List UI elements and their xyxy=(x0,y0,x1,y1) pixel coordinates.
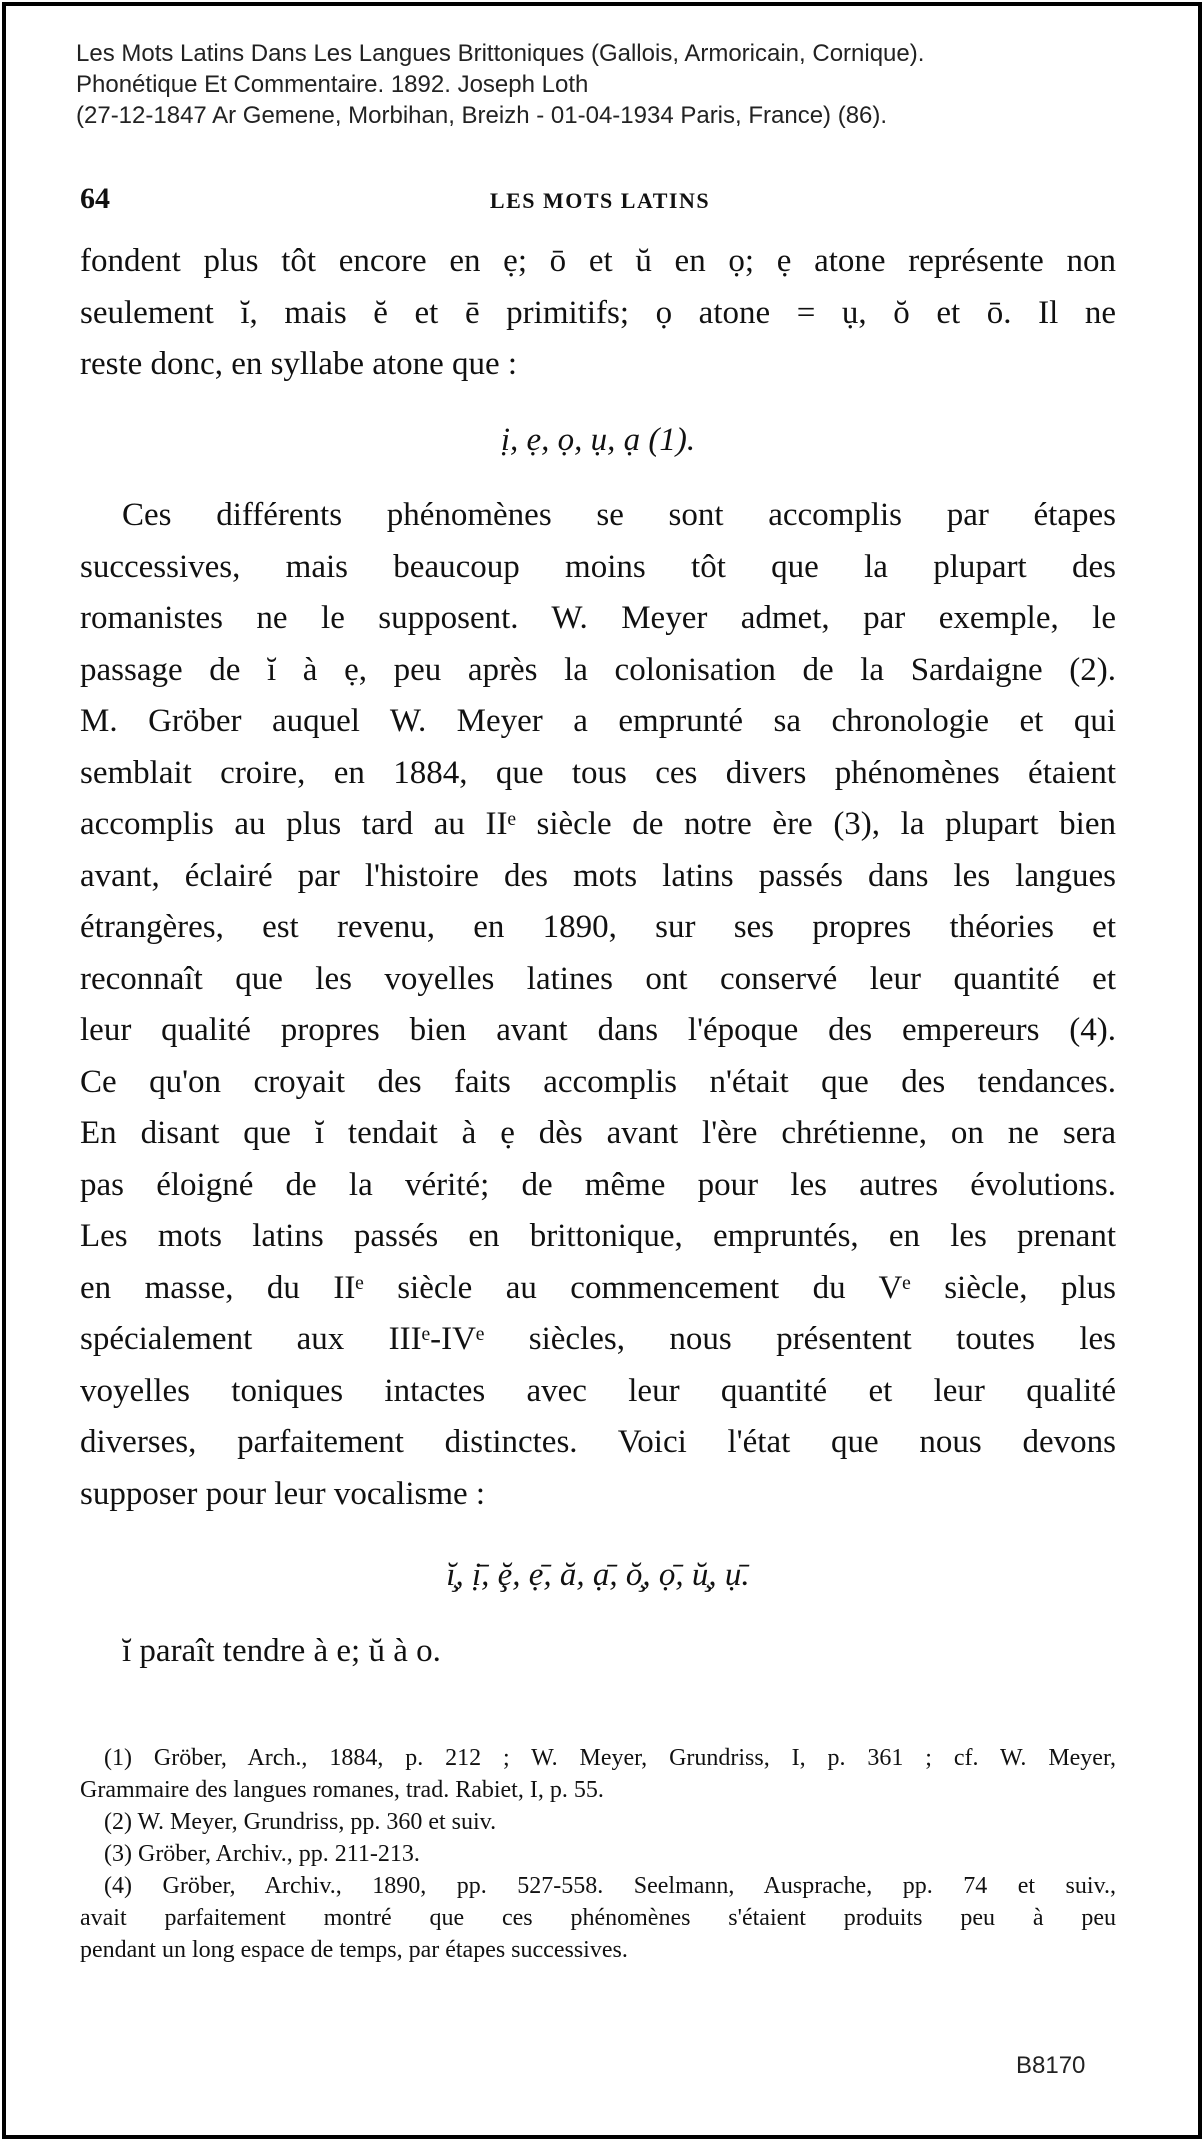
running-head xyxy=(80,182,1120,222)
text-line: leur qualité propres bien avant dans l'époque des empereurs (4). xyxy=(80,1012,1116,1048)
main-text xyxy=(80,236,1116,1677)
header-line-3: (27-12-1847 Ar Gemene, Morbihan, Breizh - 01-04-1934 Paris, France) (86). xyxy=(76,102,888,129)
footnote-line: pendant un long espace de temps, par étapes successives. xyxy=(80,1937,628,1963)
text-line: successives, mais beaucoup moins tôt que la plupart des xyxy=(80,548,1116,585)
text-line: accomplis au plus tard au IIᵉ siècle de notre ère (3), la plupart bien xyxy=(80,806,1116,842)
text-line: étrangères, est revenu, en 1890, sur ses propres théories et xyxy=(80,909,1116,945)
footnotes xyxy=(80,1742,1116,1966)
vowel-formula-tonic: ĭ̧, ị̄, ḝ, ẹ̄, ă, ạ̄, ŏ̧, ọ̄, ŭ̧, ụ̄. xyxy=(446,1557,750,1593)
text-line: Ces différents phénomènes se sont accomplis par étapes xyxy=(122,497,1116,533)
text-line: en masse, du IIᵉ siècle au commencement du Vᵉ siècle, plus xyxy=(80,1269,1116,1306)
footnote-line: (3) Gröber, Archiv., pp. 211-213. xyxy=(104,1841,420,1867)
text-line: fondent plus tôt encore en ẹ; ō et ŭ en ọ; ẹ atone représente non xyxy=(80,243,1116,279)
running-title: LES MOTS LATINS xyxy=(489,188,711,213)
footnote-line: (2) W. Meyer, Grundriss, pp. 360 et suiv. xyxy=(104,1809,497,1835)
catalog-id: B8170 xyxy=(1016,2052,1086,2079)
footnote-line: Grammaire des langues romanes, trad. Rabiet, I, p. 55. xyxy=(80,1777,604,1803)
text-line: diverses, parfaitement distinctes. Voici l'état que nous devons xyxy=(80,1424,1116,1460)
header-line-2: Phonétique Et Commentaire. 1892. Joseph Loth xyxy=(76,71,589,98)
text-line: pas éloigné de la vérité; de même pour les autres évolutions. xyxy=(80,1166,1116,1203)
vowel-formula-atone: ị, ẹ, ọ, ụ, ạ (1). xyxy=(500,421,696,458)
header-line-1: Les Mots Latins Dans Les Langues Brittoniques (Gallois, Armoricain, Cornique). xyxy=(76,40,925,67)
text-line: En disant que ĭ tendait à ẹ dès avant l'ère chrétienne, on ne sera xyxy=(80,1115,1116,1151)
text-line: Ce qu'on croyait des faits accomplis n'était que des tendances. xyxy=(80,1063,1116,1100)
text-line: seulement ĭ, mais ĕ et ē primitifs; ọ atone = ụ, ŏ et ō. Il ne xyxy=(80,294,1116,331)
text-line: voyelles toniques intactes avec leur quantité et leur qualité xyxy=(80,1372,1116,1409)
page-number: 64 xyxy=(80,182,110,215)
text-line: Les mots latins passés en brittonique, empruntés, en les prenant xyxy=(80,1218,1116,1254)
text-line: M. Gröber auquel W. Meyer a emprunté sa chronologie et qui xyxy=(80,703,1116,739)
source-header xyxy=(76,38,1136,131)
text-line: avant, éclairé par l'histoire des mots latins passés dans les langues xyxy=(80,857,1116,894)
text-line: passage de ĭ à ẹ, peu après la colonisation de la Sardaigne (2). xyxy=(80,651,1116,688)
footnote-line: avait parfaitement montré que ces phénomènes s'étaient produits peu à peu xyxy=(80,1905,1116,1931)
footnote-line: (1) Gröber, Arch., 1884, p. 212 ; W. Meyer, Grundriss, I, p. 361 ; cf. W. Meyer, xyxy=(104,1745,1116,1771)
text-line: spécialement aux IIIᵉ-IVᵉ siècles, nous présentent toutes les xyxy=(80,1321,1116,1357)
footnote-line: (4) Gröber, Archiv., 1890, pp. 527-558. Seelmann, Ausprache, pp. 74 et suiv., xyxy=(104,1873,1116,1899)
text-line: supposer pour leur vocalisme : xyxy=(80,1475,486,1512)
text-line: semblait croire, en 1884, que tous ces divers phénomènes étaient xyxy=(80,754,1116,791)
text-line: romanistes ne le supposent. W. Meyer admet, par exemple, le xyxy=(80,600,1116,636)
text-line: ĭ paraît tendre à e; ŭ à o. xyxy=(122,1632,441,1669)
text-line: reste donc, en syllabe atone que : xyxy=(80,346,518,382)
text-line: reconnaît que les voyelles latines ont conservé leur quantité et xyxy=(80,960,1116,997)
